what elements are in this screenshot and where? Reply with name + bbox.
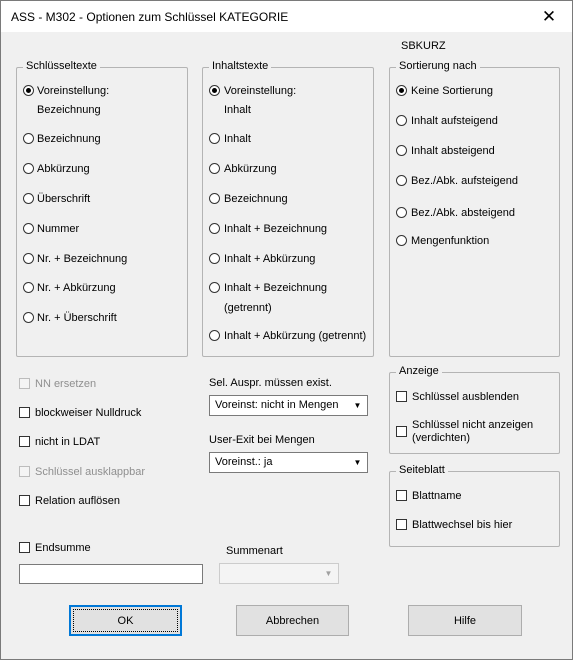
seiteblatt-legend: Seiteblatt — [396, 464, 448, 476]
blattname-checkbox[interactable] — [396, 490, 407, 501]
radio-button[interactable] — [23, 193, 34, 204]
schluessel-ausblenden-label: Schlüssel ausblenden — [412, 391, 520, 403]
radio-button[interactable] — [23, 282, 34, 293]
summenart-label: Summenart — [226, 545, 283, 557]
blockweiser-nulldruck-label: blockweiser Nulldruck — [35, 407, 142, 419]
radio-label: Inhalt + Bezeichnung — [224, 282, 328, 294]
schluessel-nicht-anzeigen-label-line2: (verdichten) — [412, 432, 471, 444]
focus-rectangle — [73, 609, 178, 632]
radio-button[interactable] — [396, 207, 407, 218]
radio-label: Nr. + Bezeichnung — [37, 253, 128, 265]
radio-label-line2: (getrennt) — [224, 302, 272, 314]
radio-label: Inhalt aufsteigend — [411, 115, 498, 127]
radio-button[interactable] — [209, 330, 220, 341]
radio-label: Nummer — [37, 223, 80, 235]
radio-button[interactable] — [209, 223, 220, 234]
radio-button[interactable] — [23, 253, 34, 264]
radio-label: Abkürzung — [37, 163, 90, 175]
radio-button[interactable] — [209, 163, 220, 174]
schluessel-nicht-anzeigen-label: Schlüssel nicht anzeigen — [412, 419, 534, 431]
chevron-down-icon[interactable]: ▼ — [324, 569, 333, 578]
radio-button[interactable] — [396, 115, 407, 126]
relation-aufloesen-label: Relation auflösen — [35, 495, 121, 507]
sel-auspr-dropdown[interactable] — [209, 395, 368, 416]
radio-button[interactable] — [23, 163, 34, 174]
radio-label: Mengenfunktion — [411, 235, 490, 247]
hilfe-button-label: Hilfe — [453, 614, 476, 627]
endsumme-label: Endsumme — [35, 542, 91, 554]
user-exit-label: User-Exit bei Mengen — [209, 434, 315, 446]
schluessel-ausklappbar-checkbox[interactable] — [19, 466, 30, 477]
radio-label-line2: Inhalt — [224, 104, 251, 116]
user-exit-dropdown[interactable] — [209, 452, 368, 473]
radio-label: Inhalt + Abkürzung (getrennt) — [224, 330, 367, 342]
radio-label: Überschrift — [37, 193, 91, 205]
radio-label-line2: Bezeichnung — [37, 104, 101, 116]
schluessel-ausblenden-checkbox[interactable] — [396, 391, 407, 402]
abbrechen-button[interactable] — [236, 605, 349, 636]
radio-button[interactable] — [209, 133, 220, 144]
radio-label: Bez./Abk. aufsteigend — [411, 175, 519, 187]
anzeige-legend: Anzeige — [396, 365, 442, 377]
abbrechen-button-label: Abbrechen — [265, 614, 320, 627]
radio-button[interactable] — [23, 85, 34, 96]
blattwechsel-checkbox[interactable] — [396, 519, 407, 530]
inhaltstexte-legend: Inhaltstexte — [209, 60, 271, 72]
radio-label: Voreinstellung: — [37, 85, 110, 97]
user-exit-value: Voreinst.: ja — [215, 456, 273, 468]
radio-button[interactable] — [23, 312, 34, 323]
seiteblatt-group — [389, 464, 560, 547]
radio-button[interactable] — [209, 253, 220, 264]
radio-label: Inhalt absteigend — [411, 145, 495, 157]
endsumme-input[interactable] — [19, 564, 203, 584]
close-icon[interactable]: ✕ — [541, 6, 557, 26]
blattwechsel-label: Blattwechsel bis hier — [412, 519, 513, 531]
sbkurz-label: SBKURZ — [401, 40, 446, 52]
radio-label: Bezeichnung — [224, 193, 288, 205]
radio-label: Nr. + Abkürzung — [37, 282, 116, 294]
radio-button[interactable] — [396, 145, 407, 156]
nn-ersetzen-label: NN ersetzen — [35, 378, 97, 390]
radio-button[interactable] — [209, 193, 220, 204]
title-bar[interactable] — [1, 1, 572, 32]
window-title: ASS - M302 - Optionen zum Schlüssel KATEGORIE — [11, 10, 289, 24]
hilfe-button[interactable] — [408, 605, 522, 636]
chevron-down-icon[interactable]: ▼ — [353, 401, 362, 410]
radio-button[interactable] — [23, 133, 34, 144]
radio-button[interactable] — [396, 85, 407, 96]
radio-label: Nr. + Überschrift — [37, 312, 117, 324]
nn-ersetzen-checkbox[interactable] — [19, 378, 30, 389]
radio-label: Abkürzung — [224, 163, 277, 175]
radio-label: Bez./Abk. absteigend — [411, 207, 515, 219]
radio-label: Inhalt + Abkürzung — [224, 253, 316, 265]
ok-button[interactable] — [69, 605, 182, 636]
sel-auspr-label: Sel. Auspr. müssen exist. — [209, 377, 332, 389]
radio-button[interactable] — [209, 282, 220, 293]
relation-aufloesen-checkbox[interactable] — [19, 495, 30, 506]
nicht-in-ldat-label: nicht in LDAT — [35, 436, 101, 448]
schluessel-ausklappbar-label: Schlüssel ausklappbar — [35, 466, 146, 478]
radio-label: Inhalt — [224, 133, 251, 145]
radio-button[interactable] — [23, 223, 34, 234]
sortierung-legend: Sortierung nach — [396, 60, 480, 72]
schluesseltexte-legend: Schlüsseltexte — [23, 60, 100, 72]
endsumme-checkbox[interactable] — [19, 542, 30, 553]
radio-label: Inhalt + Bezeichnung — [224, 223, 328, 235]
sel-auspr-value: Voreinst: nicht in Mengen — [215, 399, 339, 411]
blockweiser-nulldruck-checkbox[interactable] — [19, 407, 30, 418]
blattname-label: Blattname — [412, 490, 462, 502]
ok-button-label: OK — [117, 614, 134, 627]
summenart-dropdown[interactable] — [219, 563, 339, 584]
radio-button[interactable] — [396, 235, 407, 246]
radio-button[interactable] — [396, 175, 407, 186]
radio-label: Voreinstellung: — [224, 85, 297, 97]
chevron-down-icon[interactable]: ▼ — [353, 458, 362, 467]
radio-label: Keine Sortierung — [411, 85, 493, 97]
nicht-in-ldat-checkbox[interactable] — [19, 436, 30, 447]
radio-label: Bezeichnung — [37, 133, 101, 145]
schluessel-nicht-anzeigen-checkbox[interactable] — [396, 426, 407, 437]
radio-button[interactable] — [209, 85, 220, 96]
